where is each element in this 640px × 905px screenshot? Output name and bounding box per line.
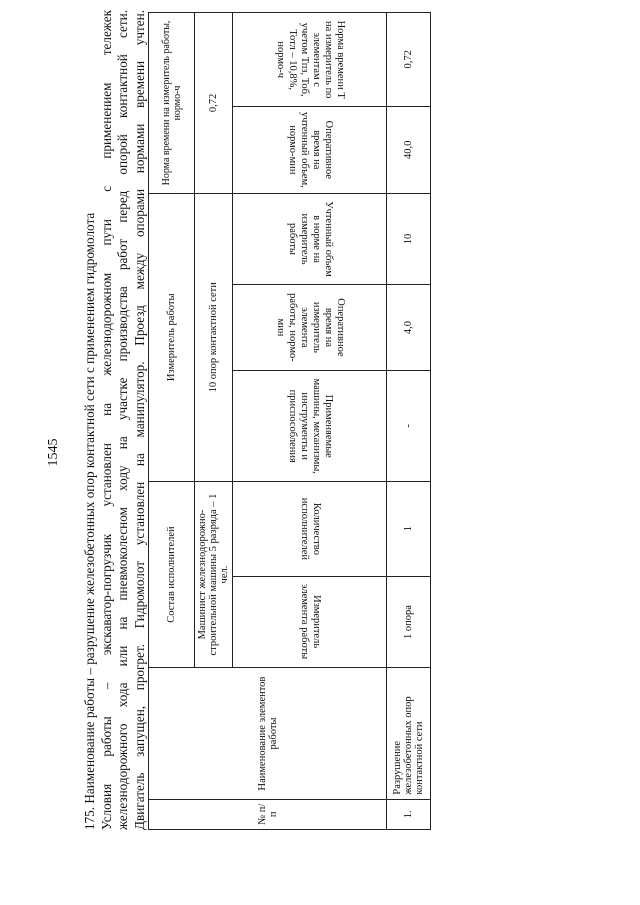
sub-op-time-element: Оперативное время на измеритель элемента работы, нормо-мин (233, 284, 387, 370)
header-staff: Состав исполнителей (149, 481, 195, 668)
header-row (149, 13, 195, 830)
meter-value: 10 опор контактной сети (195, 193, 233, 481)
sub-machines: Применяемые машины, механизмы, инструменты и приспособления (233, 371, 387, 482)
work-conditions-line-3: Двигатель запущен, прогрет. Гидромолот установлен на манипулятор. Проезд между опорами нормами времени учтен. (131, 10, 147, 830)
page-number: 1545 (46, 438, 61, 467)
header-name: Наименование элементов работы (149, 668, 387, 799)
staff-value: Машинист железнодорожно-строительной машины 5 разряда – 1 чел. (195, 481, 233, 668)
sub-performers-count: Количество исполнителей (233, 481, 387, 576)
row-op-time-volume: 40,0 (387, 106, 431, 193)
work-conditions-line-2: железнодорожного хода или на пневмоколесном ходу на участке производства работ перед опорой контактной сети. (115, 10, 130, 830)
norm-table (148, 12, 431, 830)
row-volume: 10 (387, 193, 431, 284)
sub-norm-t: Норма времени Т на измеритель по элементам с учетом Тпз, Тоб, Тотл – 10,8%, нормо-ч (233, 13, 387, 107)
row-num: 1. (387, 799, 431, 829)
sub-op-time-volume: Оперативное время на учтенный объем, нормо-мин (233, 106, 387, 193)
row-name: Разрушение железобетонных опор контактной сети (387, 668, 431, 799)
row-machines: - (387, 371, 431, 482)
row-performers-count: 1 (387, 481, 431, 576)
sub-volume: Учтенный объем в норме на измеритель работы (233, 193, 387, 284)
row-element-meter: 1 опора (387, 576, 431, 668)
header-num: № п/п (149, 799, 387, 829)
norm-value: 0,72 (195, 13, 233, 194)
work-conditions-line-1: Условия работы – экскаватор-погрузчик установлен на железнодорожном пути с применением тележек (98, 10, 114, 830)
work-title: 175. Наименование работы – разрушение железобетонных опор контактной сети с применением гидромолота (82, 212, 97, 830)
header-meter: Измеритель работы (149, 193, 195, 481)
row-norm-t: 0,72 (387, 13, 431, 107)
table-row (387, 13, 431, 830)
work-description (82, 10, 148, 830)
header-norm: Норма времени на измеритель работы, нормо-ч (149, 13, 195, 194)
sub-element-meter: Измеритель элемента работы (233, 576, 387, 668)
row-op-time-element: 4,0 (387, 284, 431, 370)
